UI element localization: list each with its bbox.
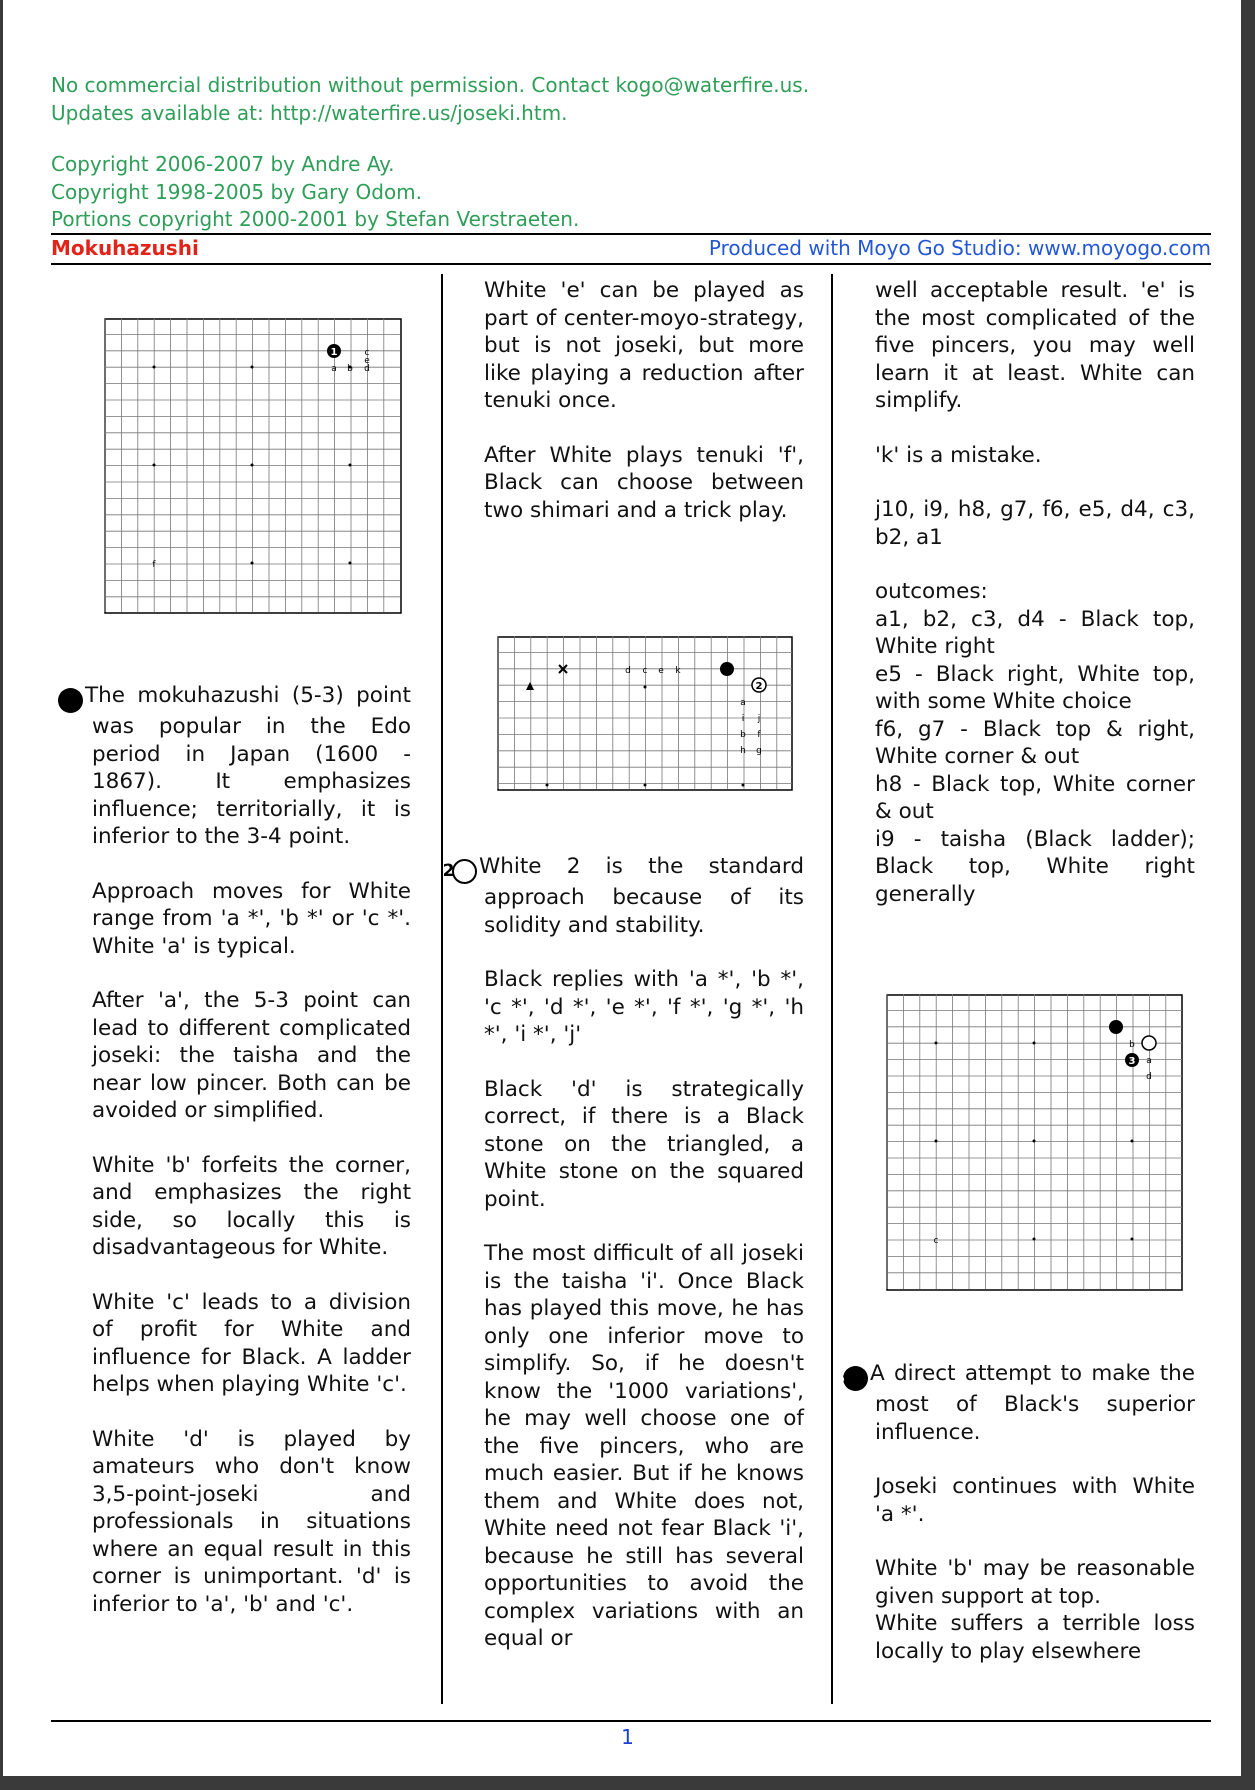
produced-with-link[interactable]: Produced with Moyo Go Studio: www.moyogo.com xyxy=(708,236,1211,260)
go-board-diagram-1 xyxy=(104,318,404,616)
svg-text:3: 3 xyxy=(1128,1056,1136,1067)
col1-p2: Approach moves for White range from 'a *', 'b *' or 'c *'. White 'a' is typical. xyxy=(92,878,411,959)
outcome-2: e5 - Black right, White top, with some White choice xyxy=(875,661,1195,714)
svg-text:k: k xyxy=(675,666,681,676)
footer-rule xyxy=(51,1720,1211,1722)
go-board-diagram-2 xyxy=(497,636,793,792)
label-b: b xyxy=(347,364,353,374)
outcome-1: a1, b2, c3, d4 - Black top, White right xyxy=(875,606,1195,659)
column-1 xyxy=(47,682,411,1645)
white-stone xyxy=(1142,1036,1156,1050)
col2-p5: Black 'd' is strategically correct, if there is a Black stone on the triangled, a White stone on the squared point. xyxy=(484,1076,804,1212)
move-3-badge: 3 xyxy=(843,1366,868,1391)
outcome-3: f6, g7 - Black top & right, White corner & out xyxy=(875,716,1195,769)
col2-p1: White 'e' can be played as part of center-moyo-strategy, but is not joseki, but more like playing a reduction after tenuki once. xyxy=(484,278,804,413)
svg-text:1: 1 xyxy=(330,347,338,358)
col2-p6: The most difficult of all joseki is the taisha 'i'. Once Black has played this move, he has only one inferior move to simplify. So, if he doesn't know the '1000 variations', he may well choose one of the five pincers, who are much easier. But if he knows them and White does not, White need not fear Black 'i', because he still has several opportunities to avoid the complex variations with an equal or xyxy=(484,1241,804,1651)
svg-text:h: h xyxy=(740,746,746,756)
col1-p1: The mokuhazushi (5-3) point was popular in the Edo period in Japan (1600 - 1867). It emphasizes influence; territorially, it is inferior to the 3-4 point. xyxy=(85,683,411,849)
move-1-badge: 1 xyxy=(58,688,83,713)
outcome-4: h8 - Black top, White corner & out xyxy=(875,771,1195,824)
label-d: d xyxy=(364,364,370,374)
column-3 xyxy=(875,277,1195,908)
svg-text:b: b xyxy=(1129,1040,1135,1050)
svg-text:f: f xyxy=(757,730,761,740)
svg-text:e: e xyxy=(658,666,664,676)
column-3-lower xyxy=(833,1360,1195,1665)
col3-p7: White suffers a terrible loss locally to play elsewhere xyxy=(875,1611,1195,1664)
col1-p4: White 'b' forfeits the corner, and emphasizes the right side, so locally this is disadvantageous for White. xyxy=(92,1152,411,1260)
svg-text:2: 2 xyxy=(755,681,763,692)
page-frame-left xyxy=(0,0,3,1776)
svg-text:a: a xyxy=(1146,1056,1152,1066)
black-stone-3 xyxy=(1125,1053,1139,1067)
col3-p5: Joseki continues with White 'a *'. xyxy=(875,1474,1195,1527)
col3-p4: A direct attempt to make the most of Black's superior influence. xyxy=(870,1361,1195,1445)
col1-p3: After 'a', the 5-3 point can lead to different complicated joseki: the taisha and the near low pincer. Both can be avoided or simplified. xyxy=(92,988,411,1123)
svg-text:c: c xyxy=(642,666,648,676)
col3-p1: well acceptable result. 'e' is the most complicated of the five pincers, you may well learn it at least. White can simplify. xyxy=(875,278,1195,413)
svg-text:g: g xyxy=(756,746,762,756)
svg-text:c: c xyxy=(933,1236,939,1246)
comment-2 xyxy=(442,853,804,939)
col3-p3: j10, i9, h8, g7, f6, e5, d4, c3, b2, a1 xyxy=(875,497,1195,550)
comment-3 xyxy=(833,1360,1195,1446)
copyright-line-1: Copyright 2006-2007 by Andre Ay. xyxy=(51,152,395,176)
col2-p3: White 2 is the standard approach because of its solidity and stability. xyxy=(479,854,804,938)
title-bar xyxy=(51,233,1211,265)
page-title: Mokuhazushi xyxy=(51,236,199,260)
black-stone xyxy=(1109,1020,1123,1034)
label-f: f xyxy=(152,560,156,570)
outcomes-heading: outcomes: xyxy=(875,579,988,604)
move-2-badge: 2 xyxy=(452,859,477,884)
svg-text:b: b xyxy=(740,730,746,740)
black-stone xyxy=(720,662,734,676)
page-number: 1 xyxy=(621,1725,634,1749)
label-e: e xyxy=(364,356,370,366)
copyright-line-2: Copyright 1998-2005 by Gary Odom. xyxy=(51,179,423,204)
col2-p2: After White plays tenuki 'f', Black can choose between two shimari and a trick play. xyxy=(484,442,804,523)
header-notice xyxy=(51,72,1211,234)
col1-p5: White 'c' leads to a division of profit for White and influence for Black. A ladder helps when playing White 'c'. xyxy=(92,1289,411,1397)
label-c: c xyxy=(364,348,370,358)
label-a: a xyxy=(331,364,337,374)
updates-notice: Updates available at: http://waterfire.us/joseki.htm. xyxy=(51,100,568,125)
column-divider-1 xyxy=(441,274,443,1704)
svg-text:d: d xyxy=(1146,1072,1152,1082)
column-divider-2 xyxy=(831,274,833,1704)
svg-text:d: d xyxy=(625,666,631,676)
svg-text:i: i xyxy=(741,714,745,724)
svg-text:j: j xyxy=(757,714,761,724)
distribution-notice: No commercial distribution without permission. Contact kogo@waterfire.us. xyxy=(51,73,810,97)
column-2 xyxy=(484,277,804,551)
black-stone-1 xyxy=(327,344,341,358)
white-stone-2 xyxy=(752,678,766,692)
comment-1 xyxy=(47,682,411,851)
copyright-line-3: Portions copyright 2000-2001 by Stefan Verstraeten. xyxy=(51,207,580,231)
col2-p4: Black replies with 'a *', 'b *', 'c *', 'd *', 'e *', 'f *', 'g *', 'h *', 'i *', 'j' xyxy=(484,967,804,1047)
col1-p6: White 'd' is played by amateurs who don't know 3,5-point-joseki and professionals in situations where an equal result in this corner is unimportant. 'd' is inferior to 'a', 'b' and 'c'. xyxy=(92,1426,411,1617)
outcome-5: i9 - taisha (Black ladder); Black top, White right generally xyxy=(875,826,1195,907)
col3-p6: White 'b' may be reasonable given support at top. xyxy=(875,1556,1195,1609)
svg-text:a: a xyxy=(740,698,746,708)
go-board-diagram-3 xyxy=(886,994,1184,1292)
col3-p2: 'k' is a mistake. xyxy=(875,442,1042,468)
column-2-lower xyxy=(442,853,804,1653)
